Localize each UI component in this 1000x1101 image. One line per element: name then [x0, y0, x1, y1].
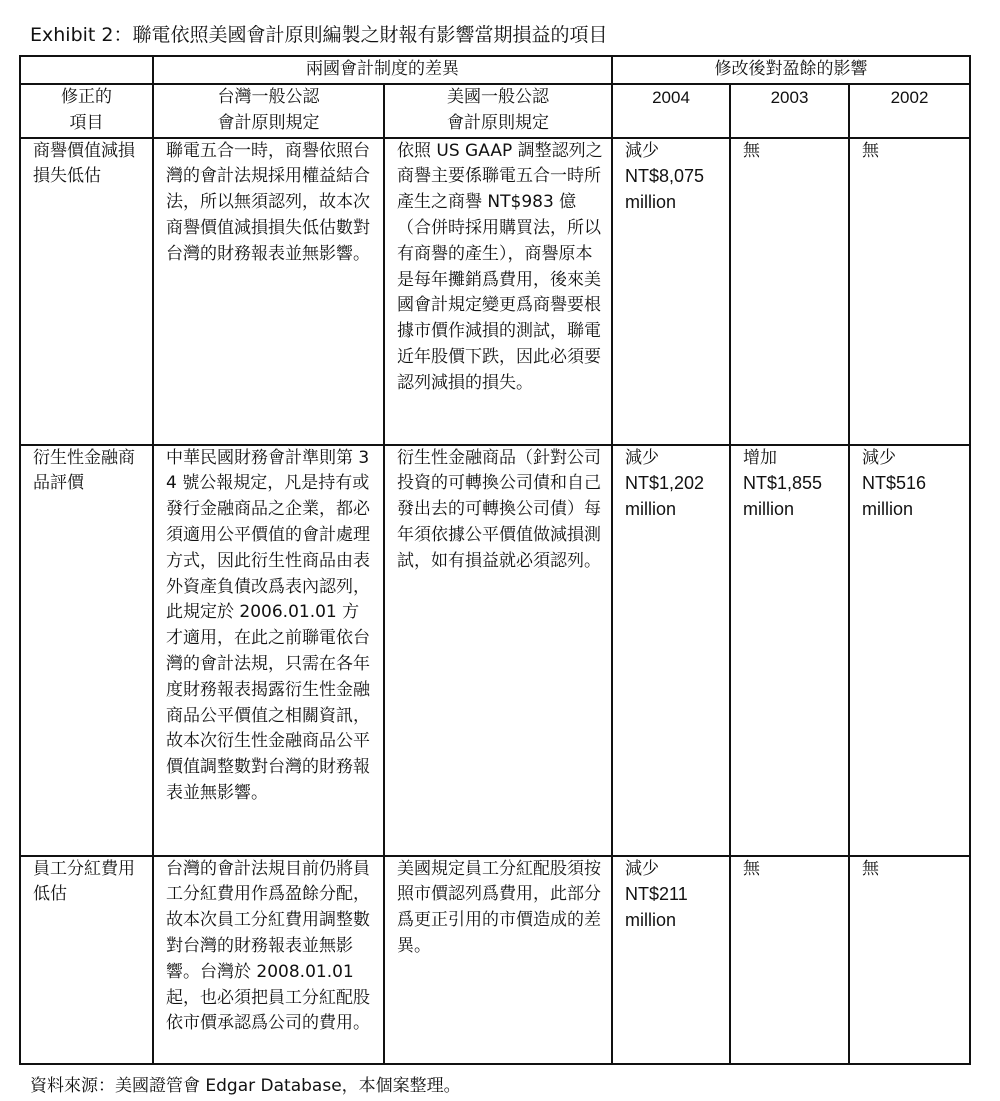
- impact-direction: 無: [743, 140, 760, 161]
- row-us-gaap: 衍生性金融商品（針對公司投資的可轉換公司債和自己發出去的可轉換公司債）每年須依據公平價值做減損測試，如有損益就必須認列。: [384, 445, 612, 856]
- exhibit-title: Exhibit 2：聯電依照美國會計原則編製之財報有影響當期損益的項目: [30, 24, 608, 46]
- impact-amount: NT$516: [862, 473, 927, 494]
- impact-amount: NT$1,855: [743, 473, 823, 494]
- impact-amount: NT$1,202: [625, 473, 705, 494]
- impact-direction: 減少: [625, 140, 659, 161]
- header-group-differences: 兩國會計制度的差異: [153, 56, 612, 84]
- row-impact-2003: [730, 138, 849, 445]
- row-impact-2002: [849, 445, 970, 856]
- header-year-2003: 2003: [730, 84, 849, 138]
- header-col-item-line2: 項目: [69, 112, 104, 133]
- header-col-us-line2: 會計原則規定: [447, 112, 549, 133]
- row-tw-gaap: 中華民國財務會計準則第 34 號公報規定，凡是持有或發行金融商品之企業，都必須適用公平價值的會計處理方式，因此衍生性商品由表外資產負債改爲表內認列，此規定於 2006.01.01 方才適用，在此之前聯電依台灣的會計法規，只需在各年度財務報表揭露衍生性金融商品公平價值之相關資訊，故本次衍生性金融商品公平價值調整數對台灣的財務報表並無影響。: [153, 445, 384, 856]
- impact-direction: 無: [743, 858, 760, 879]
- exhibit-table: [19, 55, 971, 1065]
- row-us-gaap: 美國規定員工分紅配股須按照市價認列爲費用，此部分爲更正引用的市價造成的差異。: [384, 856, 612, 1064]
- impact-direction: 無: [862, 140, 879, 161]
- header-col-item-line1: 修正的: [61, 87, 112, 107]
- header-col-us-gaap: [384, 84, 612, 138]
- row-impact-2004: [612, 445, 730, 856]
- row-item: 衍生性金融商品評價: [20, 445, 153, 856]
- impact-amount: NT$8,075: [625, 166, 705, 187]
- impact-unit: million: [743, 499, 795, 520]
- impact-unit: million: [862, 499, 914, 520]
- row-impact-2004: [612, 138, 730, 445]
- impact-direction: 減少: [625, 447, 659, 468]
- header-col-us-line1: 美國一般公認: [447, 87, 549, 107]
- row-impact-2002: [849, 856, 970, 1064]
- header-year-2002: 2002: [849, 84, 970, 138]
- row-tw-gaap: 聯電五合一時，商譽依照台灣的會計法規採用權益結合法，所以無須認列，故本次商譽價值減損損失低估數對台灣的財務報表並無影響。: [153, 138, 384, 445]
- impact-direction: 無: [862, 858, 879, 879]
- impact-unit: million: [625, 910, 677, 931]
- row-impact-2003: [730, 445, 849, 856]
- header-col-tw-line1: 台灣一般公認: [217, 87, 320, 107]
- table-row: [20, 138, 970, 445]
- impact-unit: million: [625, 192, 677, 213]
- row-us-gaap: 依照 US GAAP 調整認列之商譽主要係聯電五合一時所產生之商譽 NT$983 億（合併時採用購買法，所以有商譽的產生），商譽原本是每年攤銷爲費用，後來美國會計規定變更爲商譽要根據市價作減損的測試，聯電近年股價下跌，因此必須要認列減損的損失。: [384, 138, 612, 445]
- header-col-item: [20, 84, 153, 138]
- impact-unit: million: [625, 499, 677, 520]
- header-column-row: [20, 84, 970, 138]
- impact-amount: NT$211: [625, 884, 688, 905]
- header-year-2004: 2004: [612, 84, 730, 138]
- row-tw-gaap: 台灣的會計法規目前仍將員工分紅費用作爲盈餘分配，故本次員工分紅費用調整數對台灣的財務報表並無影響。台灣於 2008.01.01 起，也必須把員工分紅配股依市價承認爲公司的費用。: [153, 856, 384, 1064]
- table-row: [20, 856, 970, 1064]
- row-item: 商譽價值減損損失低估: [20, 138, 153, 445]
- header-col-tw-line2: 會計原則規定: [217, 112, 320, 133]
- row-impact-2002: [849, 138, 970, 445]
- row-item: 員工分紅費用低估: [20, 856, 153, 1064]
- header-col-tw-gaap: [153, 84, 384, 138]
- impact-direction: 減少: [625, 858, 659, 879]
- header-group-earnings-impact: 修改後對盈餘的影響: [612, 56, 970, 84]
- header-empty-cell: [20, 56, 153, 84]
- row-impact-2004: [612, 856, 730, 1064]
- impact-direction: 減少: [862, 447, 896, 468]
- source-note: 資料來源：美國證管會 Edgar Database，本個案整理。: [30, 1076, 461, 1096]
- header-group-row: [20, 56, 970, 84]
- impact-direction: 增加: [743, 447, 777, 468]
- table-row: [20, 445, 970, 856]
- row-impact-2003: [730, 856, 849, 1064]
